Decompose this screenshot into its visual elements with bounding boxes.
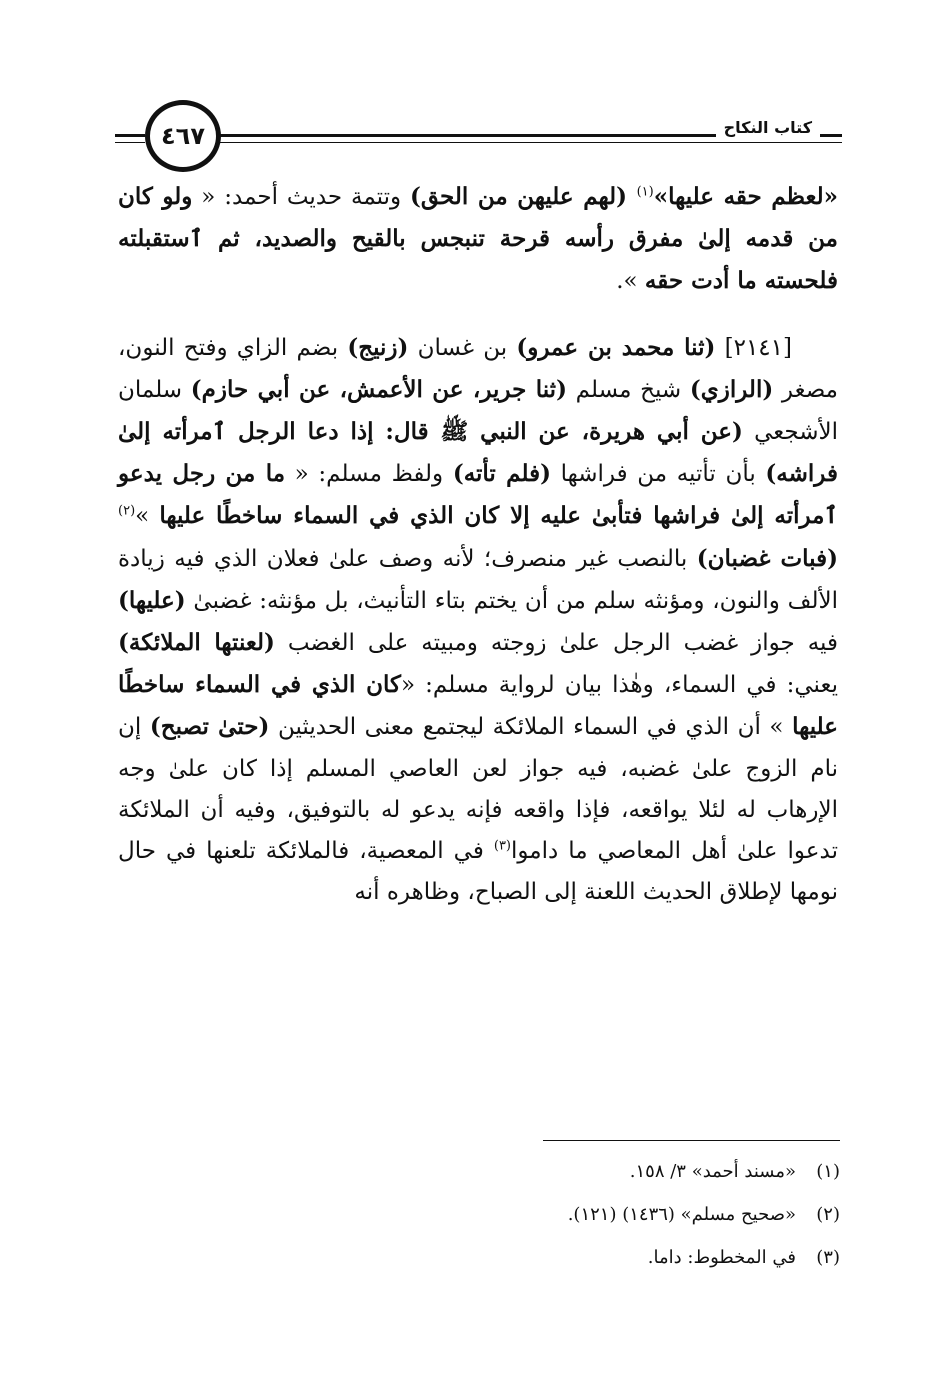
quote: ولو كان من قدمه إلىٰ مفرق رأسه قرحة تنبجس بالقيح والصديد، ثم ٱستقبلته فلحسته ما أدت حقه <box>118 183 838 295</box>
text: » أن الذي في السماء الملائكة ليجتمع معنى الحديثين <box>269 714 793 741</box>
bold-text: (ثنا محمد بن عمرو) <box>516 333 716 361</box>
footnote-text: في المخطوط: داما. <box>647 1247 796 1268</box>
header-rule-left-thin <box>115 142 145 143</box>
text: ». <box>616 268 645 295</box>
footnote-3 <box>430 1236 840 1279</box>
quote: كان الذي في السماء ساخطًا عليها <box>118 671 838 741</box>
text: فيه جواز غضب الرجل علىٰ زوجته ومبيته على الغضب <box>274 630 838 657</box>
text: وتتمة حديث أحمد: « <box>192 184 410 210</box>
footnote-number: (٣) <box>816 1247 840 1268</box>
header-rule-thin <box>215 142 842 143</box>
bold-text: (فبات غضبان) <box>696 544 838 572</box>
text: في المعصية، فالملائكة تلعنها في حال نومها لإطلاق الحديث اللعنة إلى الصباح، وظاهره أنه <box>118 838 838 906</box>
footnote-number: (١) <box>816 1161 840 1182</box>
text: ولفظ مسلم: « <box>285 461 453 488</box>
bold-text: (فلم تأته) <box>452 460 551 488</box>
footnote-1 <box>430 1150 840 1193</box>
text: بأن تأتيه من فراشها <box>550 461 766 488</box>
main-text <box>118 176 838 913</box>
footnote-text: «صحيح مسلم» (١٤٣٦) (١٢١). <box>567 1204 796 1225</box>
bold-text: (لعنتها الملائكة) <box>118 629 275 657</box>
bold-text: (حتىٰ تصبح) <box>149 713 270 741</box>
footnote-ref-2: (٢) <box>118 503 136 519</box>
text: شيخ مسلم <box>566 376 690 403</box>
footnote-text: «مسند أحمد» ٣/ ١٥٨. <box>629 1161 796 1182</box>
footnote-ref-1: (١) <box>636 184 654 200</box>
page-header <box>115 98 850 178</box>
text: يعني: في السماء، وهٰذا بيان لرواية مسلم: « <box>401 672 838 699</box>
paragraph-1 <box>118 176 838 303</box>
paragraph-2 <box>118 327 838 914</box>
footnote-divider <box>543 1140 840 1141</box>
page-number: ٤٦٧ <box>145 100 221 172</box>
header-rule-left <box>115 134 145 137</box>
text: سلمان الأشجعي <box>118 376 838 446</box>
hadith-number: [٢١٤١] <box>715 334 792 361</box>
running-title: كتاب النكاح <box>716 118 820 137</box>
text: بالنصب غير منصرف؛ لأنه وصف علىٰ فعلان الذي فيه زيادة الألف والنون، ومؤنثه سلم من أن يختم بتاء التأنيث، بل مؤنثه: غضبىٰ <box>118 545 838 614</box>
footnote-ref-3: (٣) <box>493 838 511 854</box>
footnote-number: (٢) <box>816 1204 840 1225</box>
bold-text: (الرازي) <box>689 375 774 403</box>
text: » <box>135 503 160 530</box>
text: بضم الزاي وفتح النون، مصغر <box>118 334 838 403</box>
footnotes <box>430 1150 840 1279</box>
footnote-2 <box>430 1193 840 1236</box>
bold-text: (لهم عليهن من الحق) <box>409 183 637 210</box>
quote: ما من رجل يدعو ٱمرأته إلىٰ فراشها فتأبىٰ عليه إلا كان الذي في السماء ساخطًا عليها <box>118 460 838 530</box>
bold-text: (ثنا جرير، عن الأعمش، عن أبي حازم) <box>190 375 567 403</box>
text: بن غسان <box>408 334 517 361</box>
text: إن نام الزوج علىٰ غضبه، فيه جواز لعن العاصي المسلم إذا كان علىٰ وجه الإرهاب له لئلا يواقعه، فإذا واقعه فإنه يدعو له بالتوفيق، وفيه أن الملائكة تدعوا علىٰ أهل المعاصي ما داموا <box>118 714 838 865</box>
bold-text: (زنيج) <box>347 333 409 361</box>
bold-text: (عن أبي هريرة، عن النبي ﷺ قال: إذا دعا الرجل ٱمرأته إلىٰ فراشه) <box>118 418 838 488</box>
quote: «لعظم حقه عليها» <box>653 183 838 210</box>
bold-text: (عليها) <box>118 586 186 614</box>
